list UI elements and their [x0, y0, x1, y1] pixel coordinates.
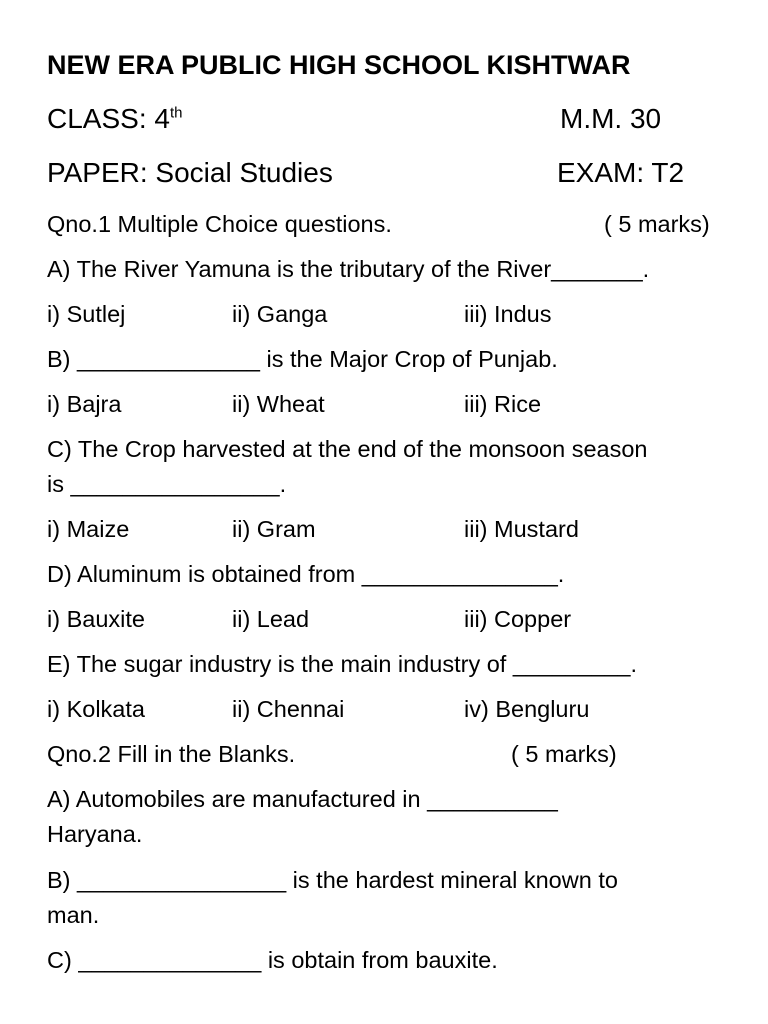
q2-heading: Qno.2 Fill in the Blanks. — [47, 741, 296, 767]
class-label: CLASS: 4th — [47, 103, 183, 134]
q1-b-option-3: iii) Rice — [464, 391, 542, 417]
paper-label: PAPER: Social Studies — [47, 157, 333, 188]
school-name: NEW ERA PUBLIC HIGH SCHOOL KISHTWAR — [47, 50, 631, 80]
q2-a-line1: A) Automobiles are manufactured in __________ — [47, 786, 558, 812]
class-superscript: th — [169, 104, 183, 122]
q1-b-option-2: ii) Wheat — [232, 391, 325, 417]
max-marks: M.M. 30 — [560, 103, 662, 134]
q1-c-question-cont: is ________________. — [47, 471, 287, 497]
q1-e-option-3: iv) Bengluru — [464, 696, 590, 722]
q1-e-question: E) The sugar industry is the main industry of _________. — [47, 651, 638, 677]
q1-heading: Qno.1 Multiple Choice questions. — [47, 211, 392, 237]
q1-d-option-3: iii) Copper — [464, 606, 572, 632]
q1-c-question: C) The Crop harvested at the end of the monsoon season — [47, 436, 648, 462]
q1-d-option-2: ii) Lead — [232, 606, 310, 632]
q2-b-line1: B) ________________ is the hardest mineral known to — [47, 867, 618, 893]
q1-d-question: D) Aluminum is obtained from _______________. — [47, 561, 565, 587]
q1-b-question: B) ______________ is the Major Crop of Punjab. — [47, 346, 558, 372]
q2-c-line1: C) ______________ is obtain from bauxite. — [47, 947, 498, 973]
q2-b-line2: man. — [47, 902, 100, 928]
q1-c-option-3: iii) Mustard — [464, 516, 579, 542]
q1-e-option-1: i) Kolkata — [47, 696, 145, 722]
q1-a-option-1: i) Sutlej — [47, 301, 126, 327]
q1-marks: ( 5 marks) — [604, 211, 710, 237]
q2-marks: ( 5 marks) — [511, 741, 617, 767]
exam-label: EXAM: T2 — [557, 157, 685, 188]
q1-e-option-2: ii) Chennai — [232, 696, 345, 722]
q1-c-option-2: ii) Gram — [232, 516, 316, 542]
q1-a-option-2: ii) Ganga — [232, 301, 328, 327]
q1-d-option-1: i) Bauxite — [47, 606, 145, 632]
q1-b-option-1: i) Bajra — [47, 391, 122, 417]
q2-a-line2: Haryana. — [47, 821, 143, 847]
q1-a-option-3: iii) Indus — [464, 301, 552, 327]
q1-a-question: A) The River Yamuna is the tributary of the River_______. — [47, 256, 650, 282]
q1-c-option-1: i) Maize — [47, 516, 130, 542]
